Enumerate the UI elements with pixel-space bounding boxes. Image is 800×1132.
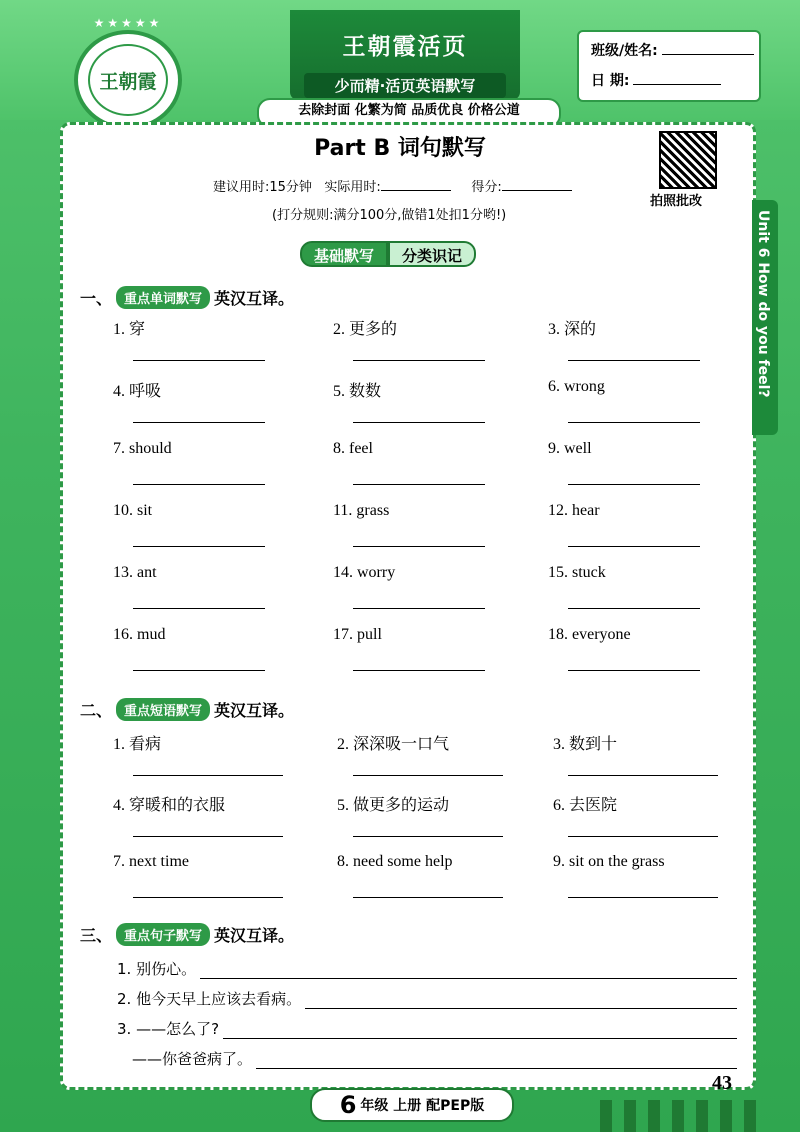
answer-blank[interactable] <box>200 964 737 979</box>
answer-blank[interactable] <box>568 360 700 361</box>
page-number: 43 <box>712 1072 732 1094</box>
answer-blank[interactable] <box>256 1054 737 1069</box>
star-icons: ★★★★★ <box>93 16 163 30</box>
answer-blank[interactable] <box>133 775 283 776</box>
sentence-item: 2. 他今天早上应该去看病。 <box>117 988 737 1009</box>
answer-blank[interactable] <box>568 897 718 898</box>
question-item: 10. sit <box>113 502 153 519</box>
timing-row <box>213 176 572 195</box>
qr-code-icon[interactable] <box>659 131 717 189</box>
question-item: 3. 深的 <box>548 321 597 338</box>
section-pill-right: 分类识记 <box>388 241 476 267</box>
answer-blank[interactable] <box>133 608 265 609</box>
answer-blank[interactable] <box>223 1024 737 1039</box>
brand-logo <box>74 16 182 130</box>
question-item: 17. pull <box>333 626 382 643</box>
title-banner <box>290 10 520 100</box>
actual-time-label: 实际用时: <box>324 180 381 195</box>
brand-subtitle: 少而精·活页英语默写 <box>304 73 506 98</box>
question-item: 8. feel <box>333 440 373 457</box>
answer-blank[interactable] <box>353 422 485 423</box>
answer-blank[interactable] <box>568 670 700 671</box>
answer-blank[interactable] <box>568 422 700 423</box>
date-label: 日 期: <box>591 73 630 89</box>
answer-blank[interactable] <box>133 897 283 898</box>
scoring-rule: (打分规则:满分100分,做错1处扣1分哟!) <box>272 208 507 223</box>
answer-blank[interactable] <box>353 897 503 898</box>
question-item: 2. 更多的 <box>333 321 398 338</box>
answer-blank[interactable] <box>133 484 265 485</box>
sentence-item: 1. 别伤心。 <box>117 958 737 979</box>
name-date-box <box>577 30 761 102</box>
section-2-heading: 二、 重点短语默写 英汉互译。 <box>80 698 294 721</box>
answer-blank[interactable] <box>133 360 265 361</box>
question-item: 9. sit on the grass <box>553 853 665 870</box>
question-item: 13. ant <box>113 564 157 581</box>
score-field[interactable] <box>502 190 572 191</box>
answer-blank[interactable] <box>133 836 283 837</box>
slogan: 去除封面 化繁为简 品质优良 价格公道 <box>257 98 561 128</box>
answer-blank[interactable] <box>568 546 700 547</box>
answer-blank[interactable] <box>353 484 485 485</box>
answer-blank[interactable] <box>353 546 485 547</box>
unit-side-tab: Unit 6 How do you feel? <box>752 200 778 435</box>
question-item: 3. 数到十 <box>553 736 618 753</box>
answer-blank[interactable] <box>353 670 485 671</box>
question-item: 15. stuck <box>548 564 606 581</box>
grade-number: 6 <box>339 1091 357 1119</box>
sentence-item: 3. ——怎么了? <box>117 1018 737 1039</box>
section-1-heading: 一、 重点单词默写 英汉互译。 <box>80 286 294 309</box>
question-item: 9. well <box>548 440 592 457</box>
question-item: 5. 数数 <box>333 383 382 400</box>
section-1-tag: 重点单词默写 <box>116 286 210 309</box>
answer-blank[interactable] <box>568 775 718 776</box>
brand-title: 王朝霞活页 <box>342 34 468 60</box>
question-item: 4. 穿暖和的衣服 <box>113 797 226 814</box>
answer-blank[interactable] <box>353 608 485 609</box>
answer-blank[interactable] <box>353 360 485 361</box>
question-item: 4. 呼吸 <box>113 383 162 400</box>
answer-blank[interactable] <box>133 546 265 547</box>
question-item: 7. should <box>113 440 172 457</box>
question-item: 14. worry <box>333 564 396 581</box>
answer-blank[interactable] <box>133 670 265 671</box>
score-label: 得分: <box>471 180 502 195</box>
question-item: 11. grass <box>333 502 390 519</box>
date-field[interactable] <box>633 84 721 85</box>
answer-blank[interactable] <box>568 484 700 485</box>
section-3-tag: 重点句子默写 <box>116 923 210 946</box>
question-item: 8. need some help <box>337 853 453 870</box>
answer-blank[interactable] <box>305 994 737 1009</box>
question-item: 18. everyone <box>548 626 631 643</box>
part-title: Part B 词句默写 <box>314 136 486 161</box>
footer-text: 年级 上册 配PEP版 <box>360 1098 485 1114</box>
answer-blank[interactable] <box>568 836 718 837</box>
section-2-tag: 重点短语默写 <box>116 698 210 721</box>
binding-bars <box>600 1100 756 1132</box>
question-item: 1. 看病 <box>113 736 162 753</box>
actual-time-field[interactable] <box>381 190 451 191</box>
question-item: 16. mud <box>113 626 166 643</box>
question-item: 7. next time <box>113 853 189 870</box>
question-item: 5. 做更多的运动 <box>337 797 450 814</box>
footer-grade-pill <box>310 1088 514 1122</box>
section-pill <box>300 241 476 267</box>
section-pill-left: 基础默写 <box>300 241 388 267</box>
answer-blank[interactable] <box>353 836 503 837</box>
name-label: 班级/姓名: <box>591 43 658 59</box>
section-3-heading: 三、 重点句子默写 英汉互译。 <box>80 923 294 946</box>
question-item: 6. wrong <box>548 378 605 395</box>
suggested-time: 建议用时:15分钟 <box>213 180 312 195</box>
question-item: 6. 去医院 <box>553 797 618 814</box>
answer-blank[interactable] <box>133 422 265 423</box>
question-item: 1. 穿 <box>113 321 146 338</box>
answer-blank[interactable] <box>353 775 503 776</box>
name-field[interactable] <box>662 54 754 55</box>
sentence-item: ——你爸爸病了。 <box>132 1048 737 1069</box>
question-item: 12. hear <box>548 502 600 519</box>
logo-text: 王朝霞 <box>88 44 168 116</box>
question-item: 2. 深深吸一口气 <box>337 736 450 753</box>
answer-blank[interactable] <box>568 608 700 609</box>
qr-label: 拍照批改 <box>650 194 703 209</box>
